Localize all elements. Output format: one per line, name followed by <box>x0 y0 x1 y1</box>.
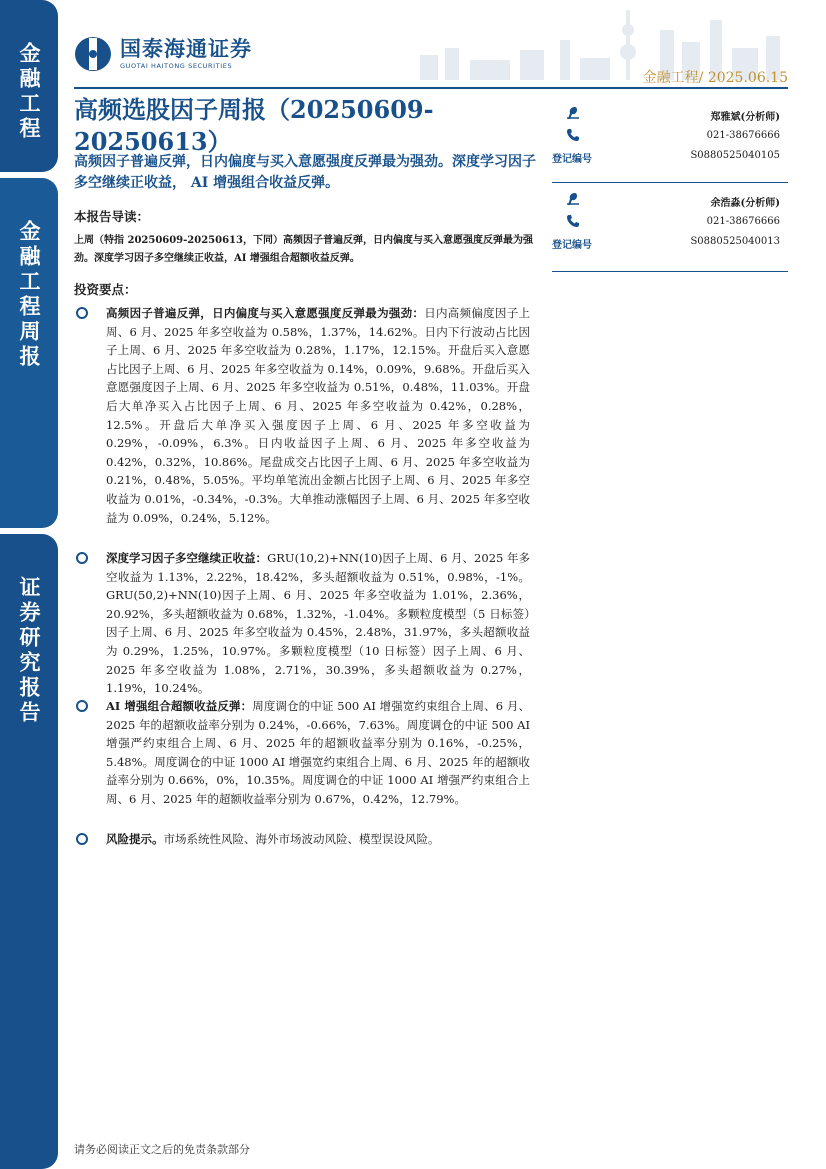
logo-mark-icon <box>74 36 112 72</box>
analyst-card <box>552 104 788 165</box>
bullet-icon <box>76 700 88 712</box>
sidebar-label: 证券研究报告 <box>17 576 41 726</box>
bullet-lead: 风险提示。 <box>106 832 164 846</box>
registration-label: 登记编号 <box>552 240 592 251</box>
phone-icon <box>566 214 580 228</box>
guide-heading: 本报告导读： <box>74 209 150 224</box>
disclaimer-note: 请务必阅读正文之后的免责条款部分 <box>74 1143 250 1156</box>
bullet-text: 市场系统性风险、海外市场波动风险、模型误设风险。 <box>163 832 440 846</box>
analyst-name: 郑雅斌(分析师) <box>710 112 780 123</box>
list-item <box>74 697 530 830</box>
analyst-card <box>552 190 788 251</box>
person-icon <box>566 192 580 206</box>
report-subtitle: 高频因子普遍反弹，日内偏度与买入意愿强度反弹最为强劲。深度学习因子多空继续正收益， AI 增强组合收益反弹。 <box>74 154 536 191</box>
report-category-date: 金融工程/ 2025.06.15 <box>642 70 788 86</box>
analyst-divider <box>552 271 788 272</box>
analyst-phone: 021-38676666 <box>706 130 780 141</box>
bullet-text: 日内高频偏度因子上周、6 月、2025 年多空收益为 0.58%，1.37%，14.62%。日内下行波动占比因子上周、6 月、2025 年多空收益为 0.28%，1.17%，12.15%。开盘后买入意愿占比因子上周、6 月、2025 年多空收益为 0.14%，0.09%，9.68%。开盘后买入意愿强度因子上周、6 月、2025 年多空收益为 0.51%，0.48%，11.03%。开盘后大单净买入占比因子上周、6 月、2025 年多空收益为 0.42%，0.28%，12.5%。开盘后大单净买入强度因子上周、6 月、2025 年多空收益为 0.29%，-0.09%，6.3%。日内收益因子上周、6 月、2025 年多空收益为 0.42%，0.32%，10.86%。尾盘成交占比因子上周、6 月、2025 年多空收益为 0.21%，0.48%，5.05%。平均单笔流出金额占比因子上周、6 月、2025 年多空收益为 0.01%，-0.34%，-0.3%。大单推动涨幅因子上周、6 月、2025 年多空收益为 0.09%，0.24%，5.12%。 <box>106 306 531 525</box>
points-list <box>74 304 530 849</box>
bullet-text: 周度调仓的中证 500 AI 增强宽约束组合上周、6 月、2025 年的超额收益率分别为 0.24%，-0.66%，7.63%。周度调仓的中证 500 AI 增强严约束组合上周、6 月、2025 年的超额收益率分别为 0.16%，-0.25%，5.48%。周度调仓的中证 1000 AI 增强宽约束组合上周、6 月、2025 年的超额收益率分别为 0.66%，0%，10.35%。周度调仓的中证 1000 AI 增强严约束组合上周、6 月、2025 年的超额收益率分别为 0.67%，0.42%，12.79%。 <box>106 699 530 806</box>
bullet-text: GRU(10,2)+NN(10)因子上周、6 月、2025 年多空收益为 1.13%，2.22%，18.42%，多头超额收益为 0.51%，0.98%，-1%。GRU(50,2)+NN(10)因子上周、6 月、2025 年多空收益为 1.01%，2.36%，20.92%，多头超额收益为 0.68%，1.32%，-1.04%。多颗粒度模型（5 日标签）因子上周、6 月、2025 年多空收益为 0.45%，2.48%，31.97%，多头超额收益为 0.29%，1.25%，10.97%。多颗粒度模型（10 日标签）因子上周、6 月、2025 年多空收益为 1.08%，2.71%，30.39%，多头超额收益为 0.27%，1.19%，10.24%。 <box>106 551 530 696</box>
registration-number: S0880525040105 <box>690 150 780 161</box>
person-icon <box>566 106 580 120</box>
list-item <box>74 549 530 697</box>
points-heading: 投资要点： <box>74 282 137 297</box>
bullet-icon <box>76 833 88 845</box>
sidebar-block-weekly-report <box>0 178 58 528</box>
sidebar-label: 金融工程周报 <box>17 220 41 370</box>
bullet-lead: 高频因子普遍反弹，日内偏度与买入意愿强度反弹最为强劲： <box>106 306 425 320</box>
list-item <box>74 830 530 849</box>
analyst-divider <box>552 182 788 183</box>
bullet-lead: 深度学习因子多空继续正收益： <box>106 551 268 565</box>
list-item <box>74 304 530 549</box>
header-divider <box>74 87 788 89</box>
report-title: 高频选股因子周报（20250609-20250613） <box>74 95 434 156</box>
analyst-phone: 021-38676666 <box>706 216 780 227</box>
company-logo <box>74 36 252 72</box>
registration-number: S0880525040013 <box>690 236 780 247</box>
phone-icon <box>566 128 580 142</box>
sidebar-block-financial-engineering <box>0 0 58 172</box>
sidebar-label: 金融工程 <box>17 42 41 142</box>
logo-english-name: GUOTAI HAITONG SECURITIES <box>120 62 233 70</box>
left-sidebar <box>0 0 60 1169</box>
bullet-icon <box>76 307 88 319</box>
registration-label: 登记编号 <box>552 154 592 165</box>
bullet-lead: AI 增强组合超额收益反弹： <box>106 699 253 713</box>
sidebar-block-research-report <box>0 534 58 1169</box>
logo-chinese-name: 国泰海通证券 <box>120 37 252 61</box>
bullet-icon <box>76 552 88 564</box>
analyst-name: 余浩淼(分析师) <box>710 198 780 209</box>
guide-text: 上周（特指 20250609-20250613，下同）高频因子普遍反弹，日内偏度与买入意愿强度反弹最为强劲。深度学习因子多空继续正收益，AI 增强组合超额收益反弹。 <box>74 235 533 264</box>
